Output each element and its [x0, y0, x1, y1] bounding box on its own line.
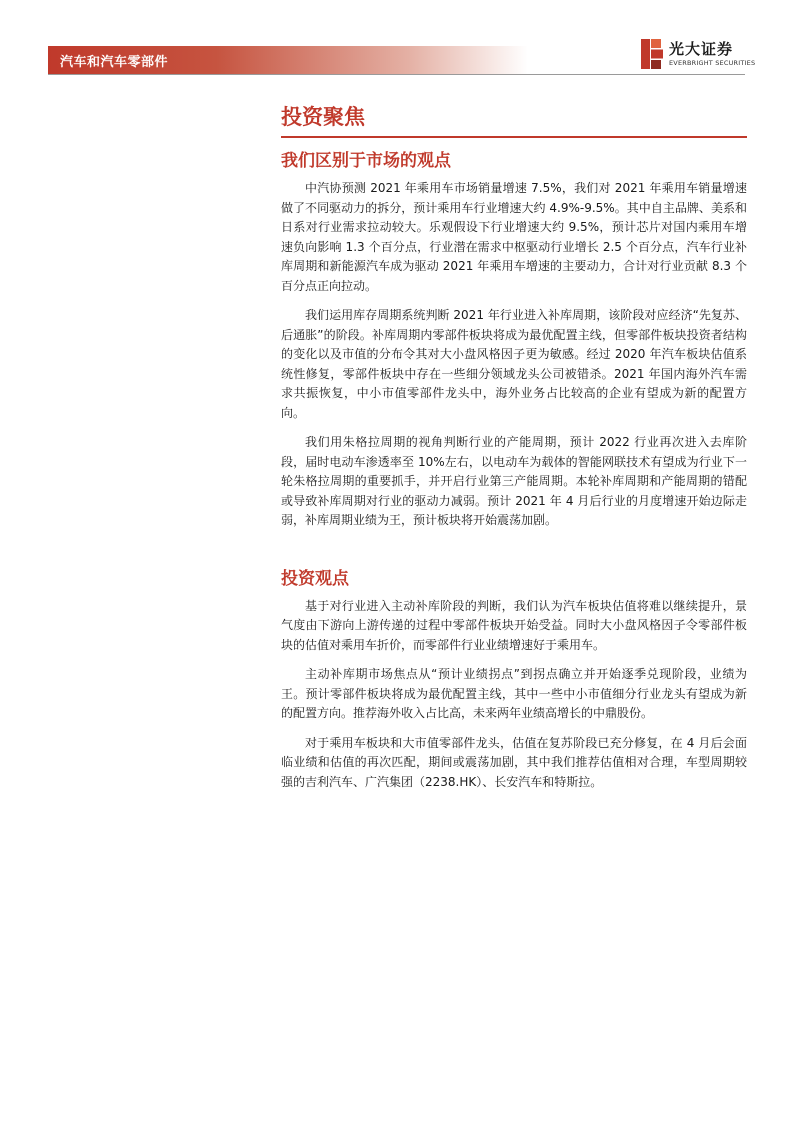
main-content — [281, 104, 747, 802]
logo-chinese-name: 光大证券 — [669, 40, 734, 58]
paragraph: 对于乘用车板块和大市值零部件龙头，估值在复苏阶段已充分修复，在 4 月后会面临业绩和估值的再次匹配，期间或震荡加剧，其中我们推荐估值相对合理，车型周期较强的吉利汽车、广汽集团（2238.HK）、长安汽车和特斯拉。 — [281, 735, 747, 789]
everbright-logo-icon — [641, 39, 663, 69]
paragraph: 中汽协预测 2021 年乘用车市场销量增速 7.5%，我们对 2021 年乘用车销量增速做了不同驱动力的拆分，预计乘用车行业增速大约 4.9%-9.5%。其中自主品牌、美系和日系对行业需求拉动较大。乐观假设下行业增速大约 9.5%，预计芯片对国内乘用车增速负向影响 1.3 个百分点，行业潜在需求中枢驱动行业增长 2.5 个百分点，汽车行业补库周期和新能源汽车成为驱动 2021 年乘用车增速的主要动力，合计对行业贡献 8.3 个百分点正向拉动。 — [281, 181, 747, 293]
paragraph: 基于对行业进入主动补库阶段的判断，我们认为汽车板块估值将难以继续提升，景气度由下游向上游传递的过程中零部件板块开始受益。同时大小盘风格因子令零部件板块的估值对乘用车折价，而零部件行业业绩增速好于乘用车。 — [281, 598, 747, 652]
section-heading: 我们区别于市场的观点 — [281, 151, 451, 171]
section-market-view — [281, 149, 747, 531]
section-investment-view — [281, 567, 747, 793]
section-heading: 投资观点 — [281, 568, 349, 589]
paragraph: 我们运用库存周期系统判断 2021 年行业进入补库周期，该阶段对应经济“先复苏、后通胀”的阶段。补库周期内零部件板块将成为最优配置主线，但零部件板块投资者结构的变化以及市值的分布令其对大小盘风格因子更为敏感。经过 2020 年汽车板块估值系统性修复，零部件板块中存在一些细分领域龙头公司被错杀。2021 年国内海外汽车需求共振恢复，中小市值零部件龙头中，海外业务占比较高的企业有望成为新的配置方向。 — [281, 308, 747, 420]
page-title: 投资聚焦 — [281, 104, 747, 138]
paragraph: 我们用朱格拉周期的视角判断行业的产能周期，预计 2022 行业再次进入去库阶段，届时电动车渗透率至 10%左右，以电动车为载体的智能网联技术有望成为行业下一轮朱格拉周期的重要抓手，并开启行业第三产能周期。本轮补库周期和产能周期的错配或导致补库周期对行业的驱动力减弱。预计 2021 年 4 月后行业的月度增速开始边际走弱，补库周期业绩为王，预计板块将开始震荡加剧。 — [281, 435, 747, 527]
header-divider — [48, 74, 745, 75]
section-label: 汽车和汽车零部件 — [60, 55, 169, 70]
logo-english-name: EVERBRIGHT SECURITIES — [669, 59, 756, 67]
header-section-bar — [48, 46, 528, 74]
paragraph: 主动补库期市场焦点从“预计业绩拐点”到拐点确立并开始逐季兑现阶段，业绩为王。预计零部件板块将成为最优配置主线，其中一些中小市值细分行业龙头有望成为新的配置方向。推荐海外收入占比高，未来两年业绩高增长的中鼎股份。 — [281, 667, 747, 720]
everbright-logo — [641, 38, 756, 72]
